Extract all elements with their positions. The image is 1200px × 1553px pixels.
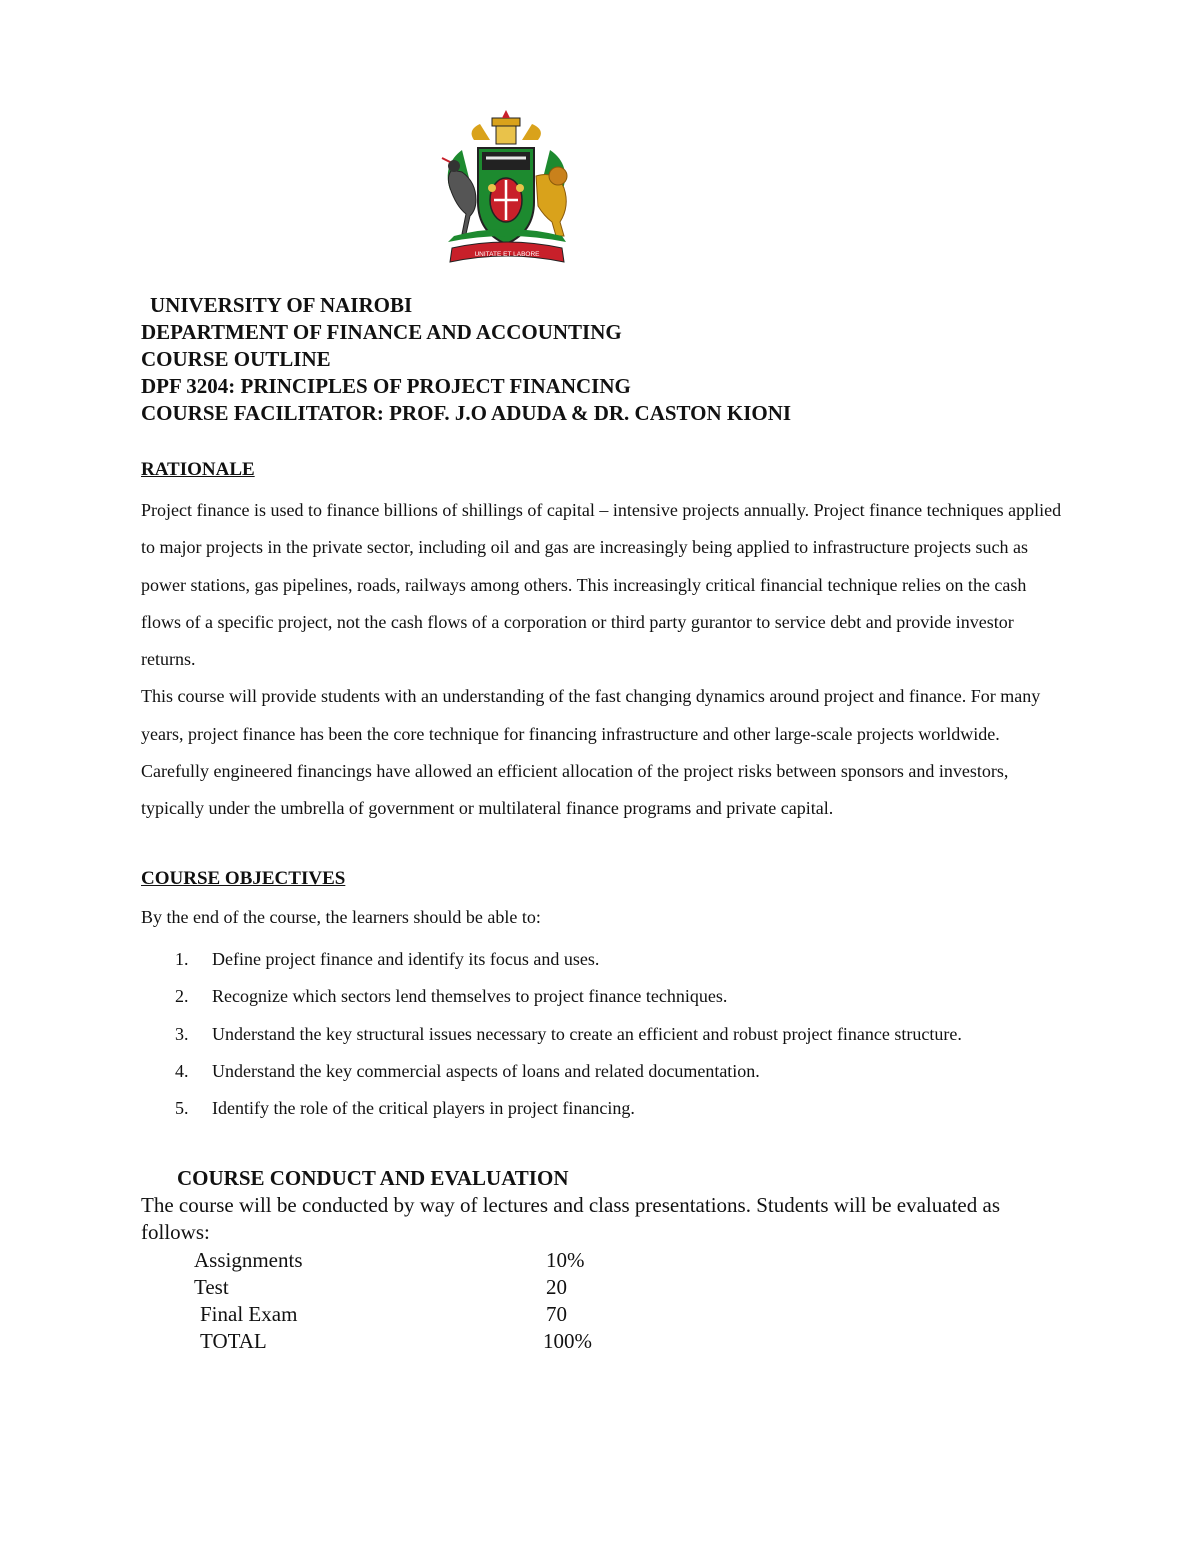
list-item-number: 3. — [175, 1023, 189, 1044]
grade-value-total: 100% — [543, 1329, 592, 1353]
grade-value-final-exam: 70 — [546, 1302, 567, 1326]
rationale-paragraph-1: Project finance is used to finance billions of shillings of capital – intensive projects annually. Project finance techniques applied to major projects in the private sector, including oil and gas are increasingly being applied to infrastructure projects such as power stations, gas pipelines, roads, railways among others. This increasingly critical financial technique relies on the cash flows of a specific project, not the cash flows of a corporation or third party gurantor to service debt and provide investor returns. — [141, 500, 1062, 670]
document-type: COURSE OUTLINE — [141, 347, 331, 371]
list-item — [141, 978, 1066, 1015]
list-item-number: 1. — [175, 949, 189, 969]
grade-label-test: Test — [194, 1275, 229, 1299]
grade-value-test: 20 — [546, 1275, 567, 1299]
grade-label-final-exam: Final Exam — [200, 1302, 298, 1326]
grade-label-assignments: Assignments — [194, 1248, 303, 1272]
university-name: UNIVERSITY OF NAIROBI — [150, 293, 413, 317]
document-header — [141, 292, 1101, 427]
list-item — [141, 941, 1066, 978]
course-facilitator: COURSE FACILITATOR: PROF. J.O ADUDA & DR. CASTON KIONI — [141, 401, 792, 425]
list-item — [141, 1016, 1066, 1053]
grade-label-total: TOTAL — [200, 1329, 267, 1353]
list-item-text: Understand the key commercial aspects of loans and related documentation. — [212, 1060, 760, 1081]
list-item-text: Understand the key structural issues necessary to create an efficient and robust project finance structure. — [212, 1023, 962, 1044]
grade-value-assignments: 10% — [546, 1248, 585, 1272]
department-name: DEPARTMENT OF FINANCE AND ACCOUNTING — [141, 320, 622, 344]
course-title: DPF 3204: PRINCIPLES OF PROJECT FINANCING — [141, 374, 631, 398]
rationale-paragraph-2: This course will provide students with an understanding of the fast changing dynamics around project and finance. For many years, project finance has been the core technique for financing infrastructure and other large-scale projects worldwide. Carefully engineered financings have allowed an efficient allocation of the project risks between sponsors and investors, typically under the umbrella of government or multilateral finance programs and private capital. — [141, 686, 1041, 819]
rationale-body — [141, 492, 1066, 828]
list-item-number: 2. — [175, 986, 189, 1007]
list-item-text: Recognize which sectors lend themselves to project finance techniques. — [212, 986, 728, 1007]
rationale-heading: RATIONALE — [141, 459, 255, 480]
list-item-number: 4. — [175, 1060, 189, 1081]
list-item-number: 5. — [175, 1098, 189, 1119]
objectives-intro: By the end of the course, the learners should be able to: — [141, 907, 541, 927]
list-item — [141, 1090, 1066, 1127]
objectives-list — [141, 941, 1066, 1127]
list-item-text: Define project finance and identify its focus and uses. — [212, 949, 600, 969]
list-item — [141, 1053, 1066, 1090]
conduct-heading: COURSE CONDUCT AND EVALUATION — [177, 1166, 569, 1190]
conduct-description: The course will be conducted by way of lectures and class presentations. Students will be evaluated as follows: — [141, 1193, 1000, 1244]
list-item-text: Identify the role of the critical players in project financing. — [212, 1098, 635, 1119]
motto-text: UNITATE ET LABORE — [474, 251, 540, 258]
university-coat-of-arms-icon — [432, 110, 580, 270]
objectives-heading: COURSE OBJECTIVES — [141, 868, 346, 889]
